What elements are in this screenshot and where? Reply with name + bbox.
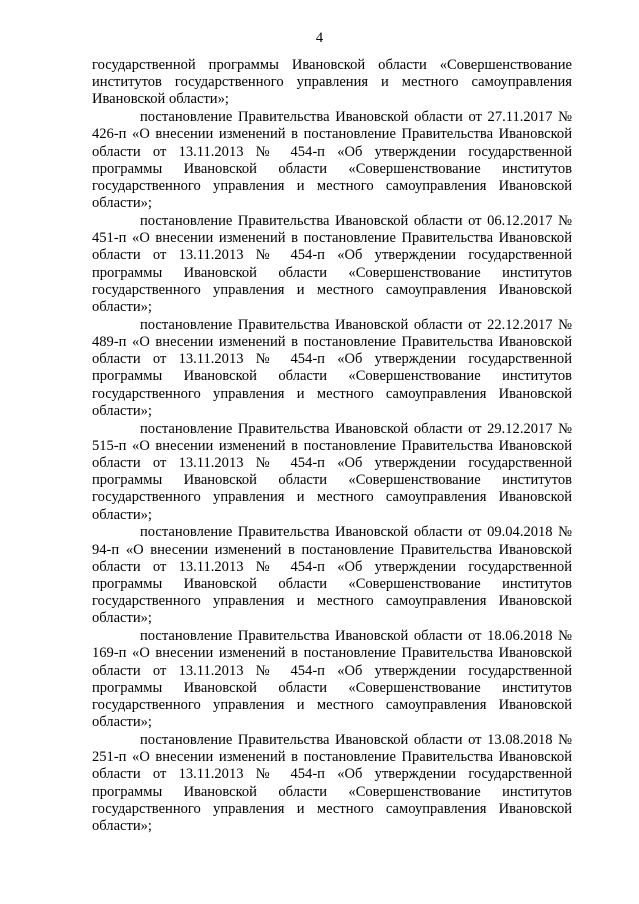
paragraph-continuation: государственной программы Ивановской области «Совершенствование институтов государственного управления и местного самоуправления Ивановской области»; [92,57,572,108]
document-body [92,57,572,835]
paragraph-resolution: постановление Правительства Ивановской области от 06.12.2017 № 451-п «О внесении изменений в постановление Правительства Ивановской области от 13.11.2013 № 454-п «Об утверждении государственной программы Ивановской области «Совершенствование институтов государственного управления и местного самоуправления Ивановской области»; [92,213,572,316]
paragraph-resolution: постановление Правительства Ивановской области от 09.04.2018 № 94-п «О внесении изменений в постановление Правительства Ивановской области от 13.11.2013 № 454-п «Об утверждении государственной программы Ивановской области «Совершенствование институтов государственного управления и местного самоуправления Ивановской области»; [92,524,572,627]
paragraph-resolution: постановление Правительства Ивановской области от 22.12.2017 № 489-п «О внесении изменений в постановление Правительства Ивановской области от 13.11.2013 № 454-п «Об утверждении государственной программы Ивановской области «Совершенствование институтов государственного управления и местного самоуправления Ивановской области»; [92,316,572,419]
paragraph-resolution: постановление Правительства Ивановской области от 18.06.2018 № 169-п «О внесении изменений в постановление Правительства Ивановской области от 13.11.2013 № 454-п «Об утверждении государственной программы Ивановской области «Совершенствование институтов государственного управления и местного самоуправления Ивановской области»; [92,628,572,731]
paragraph-resolution: постановление Правительства Ивановской области от 27.11.2017 № 426-п «О внесении изменений в постановление Правительства Ивановской области от 13.11.2013 № 454-п «Об утверждении государственной программы Ивановской области «Совершенствование институтов государственного управления и местного самоуправления Ивановской области»; [92,109,572,212]
paragraph-resolution: постановление Правительства Ивановской области от 13.08.2018 № 251-п «О внесении изменений в постановление Правительства Ивановской области от 13.11.2013 № 454-п «Об утверждении государственной программы Ивановской области «Совершенствование институтов государственного управления и местного самоуправления Ивановской области»; [92,732,572,835]
page-number: 4 [315,30,324,46]
paragraph-resolution: постановление Правительства Ивановской области от 29.12.2017 № 515-п «О внесении изменений в постановление Правительства Ивановской области от 13.11.2013 № 454-п «Об утверждении государственной программы Ивановской области «Совершенствование институтов государственного управления и местного самоуправления Ивановской области»; [92,420,572,523]
